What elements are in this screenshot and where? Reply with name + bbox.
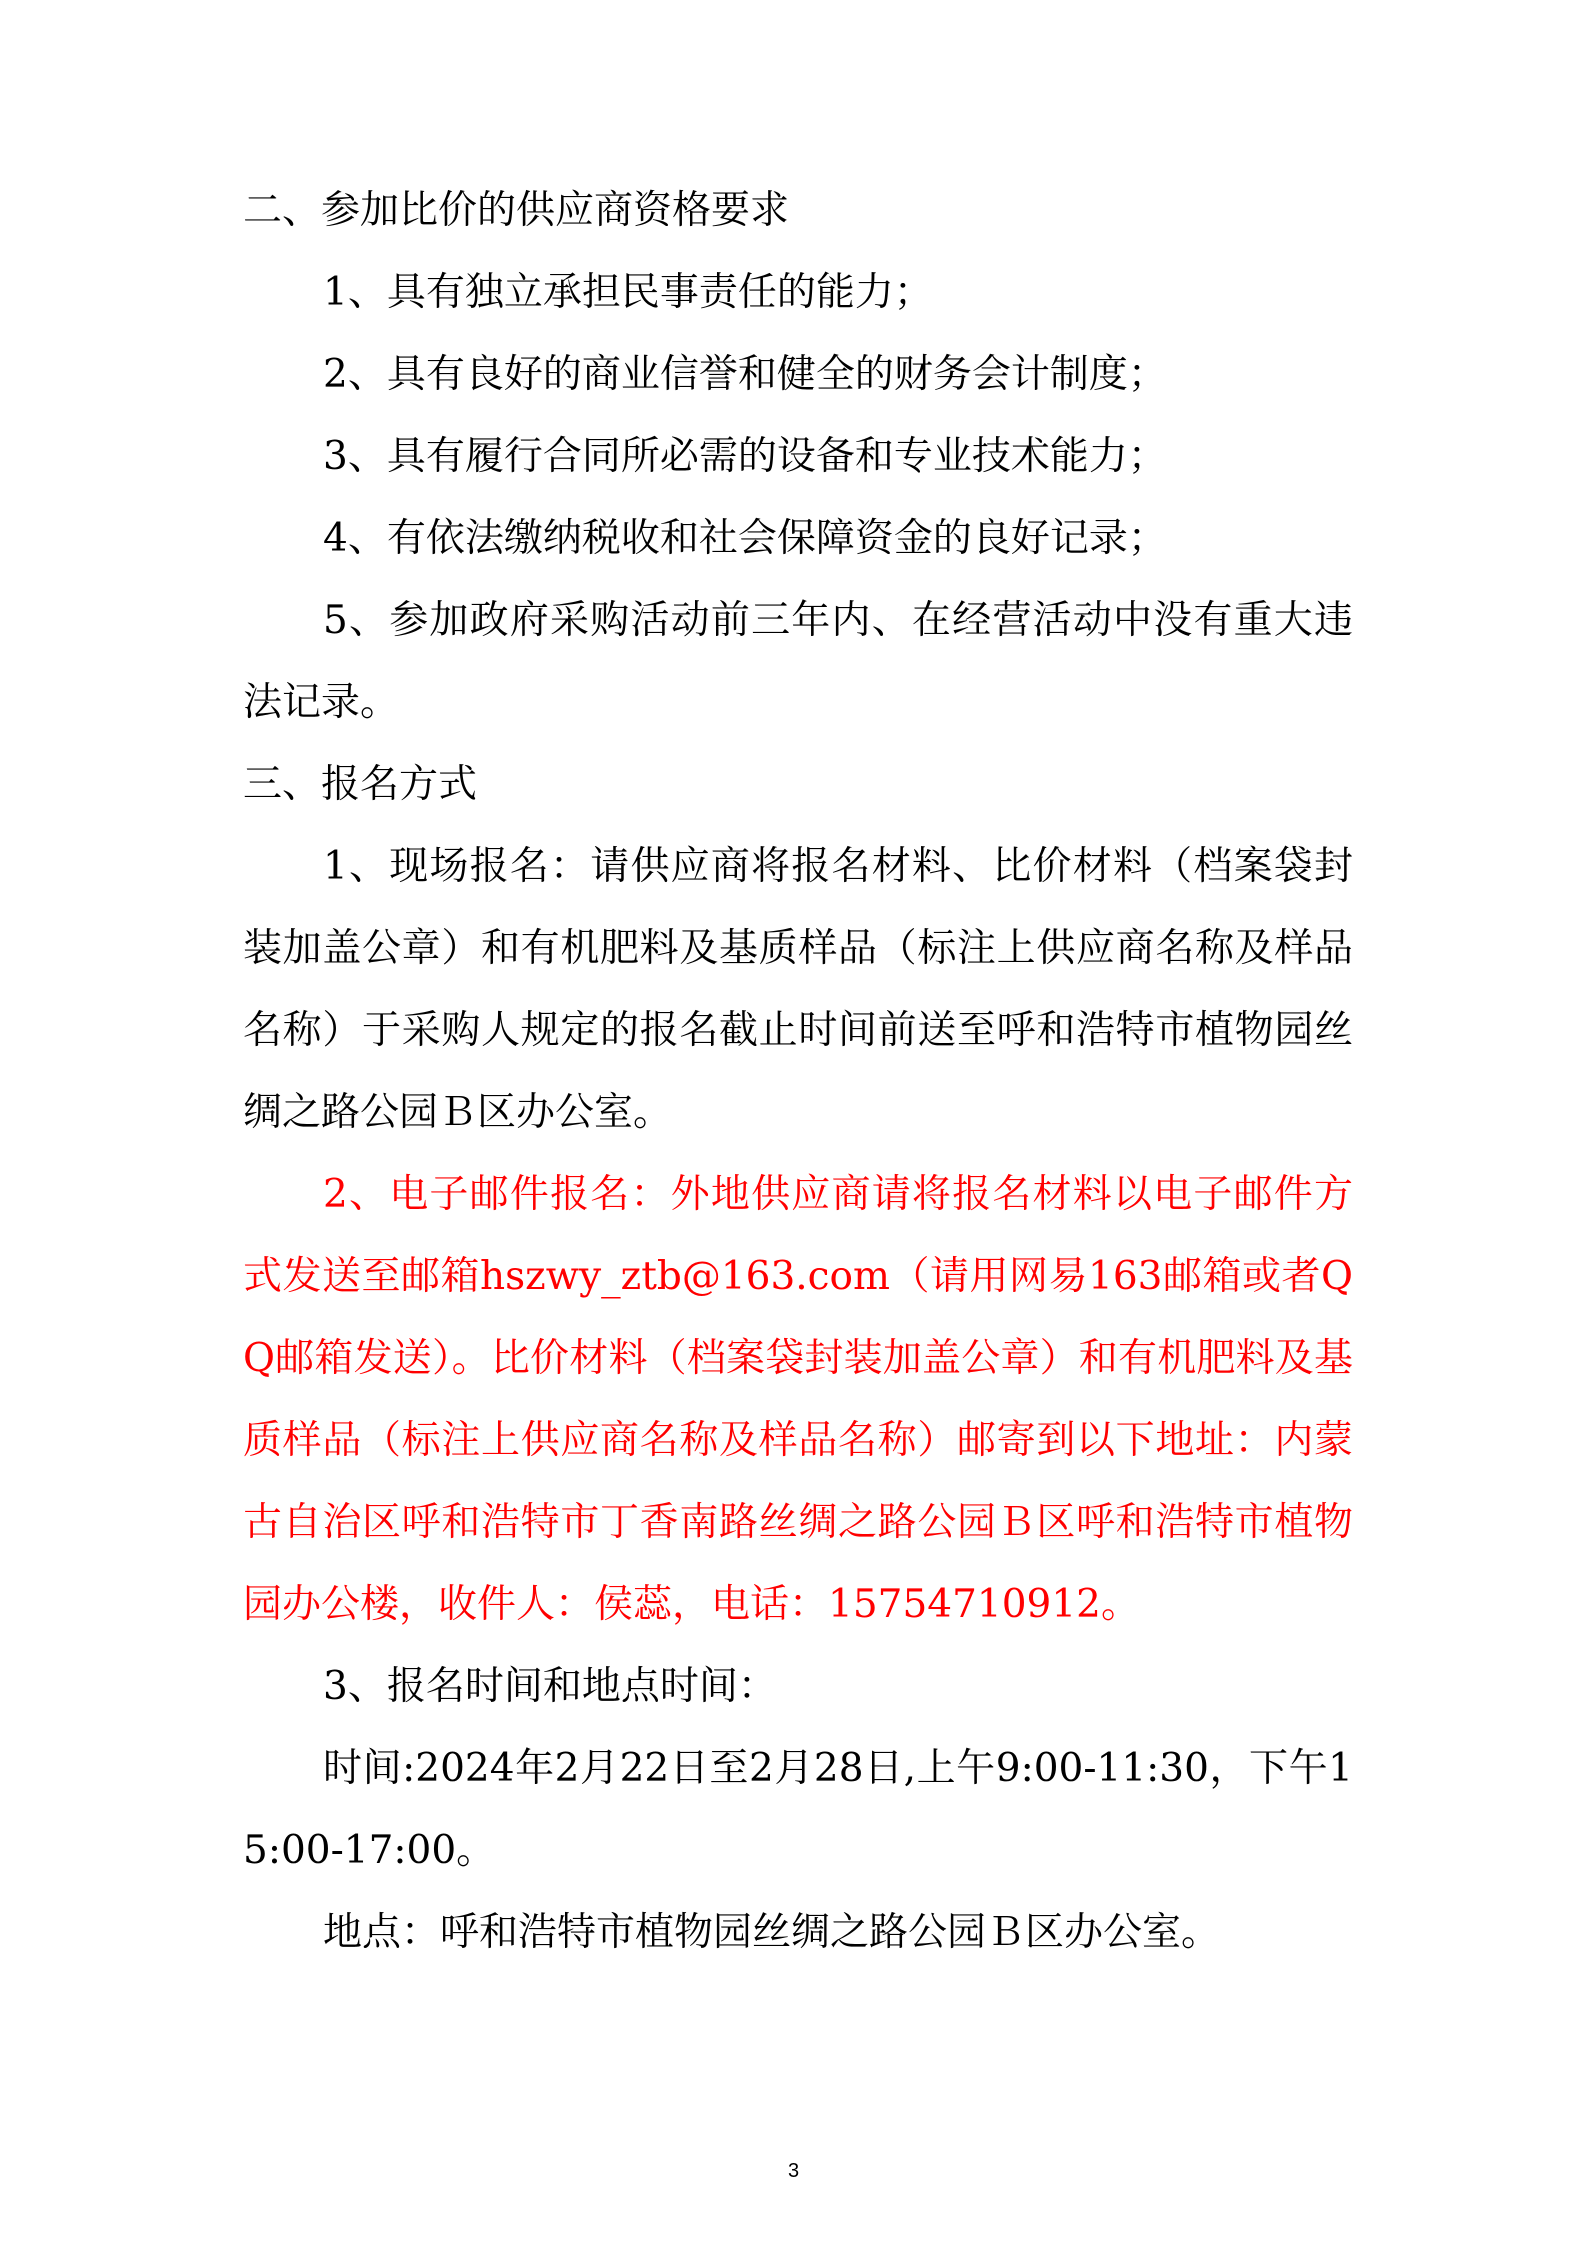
qualification-item-2: 2、具有良好的商业信誉和健全的财务会计制度； bbox=[323, 352, 1167, 397]
section-3-heading: 三、报名方式 bbox=[243, 762, 478, 807]
time-place-title: 3、报名时间和地点时间： bbox=[323, 1664, 777, 1709]
email-registration: 2、电子邮件报名：外地供应商请将报名材料以电子邮件方式发送至邮箱hszwy_ztb@163.com（请用网易163邮箱或者QQ邮箱发送）。比价材料（档案袋封装加盖公章）和有机肥料及基质样品（标注上供应商名称及样品名称）邮寄到以下地址：内蒙古自治区呼和浩特市丁香南路丝绸之路公园Ｂ区呼和浩特市植物园办公楼，收件人：侯蕊，电话：15754710912。 bbox=[243, 1172, 1353, 1627]
registration-place: 地点：呼和浩特市植物园丝绸之路公园Ｂ区办公室。 bbox=[323, 1910, 1221, 1955]
qualification-item-5: 5、参加政府采购活动前三年内、在经营活动中没有重大违法记录。 bbox=[243, 598, 1353, 725]
page-number: 3 bbox=[787, 2160, 800, 2182]
qualification-item-4: 4、有依法缴纳税收和社会保障资金的良好记录； bbox=[323, 516, 1167, 561]
document-body bbox=[243, 170, 1353, 1974]
qualification-item-3: 3、具有履行合同所必需的设备和专业技术能力； bbox=[323, 434, 1167, 479]
onsite-registration: 1、现场报名：请供应商将报名材料、比价材料（档案袋封装加盖公章）和有机肥料及基质样品（标注上供应商名称及样品名称）于采购人规定的报名截止时间前送至呼和浩特市植物园丝绸之路公园Ｂ区办公室。 bbox=[243, 844, 1353, 1135]
registration-time: 时间:2024年2月22日至2月28日,上午9:00-11:30，下午15:00-17:00。 bbox=[243, 1746, 1353, 1873]
section-2-heading: 二、参加比价的供应商资格要求 bbox=[243, 188, 790, 233]
qualification-item-1: 1、具有独立承担民事责任的能力； bbox=[323, 270, 933, 315]
